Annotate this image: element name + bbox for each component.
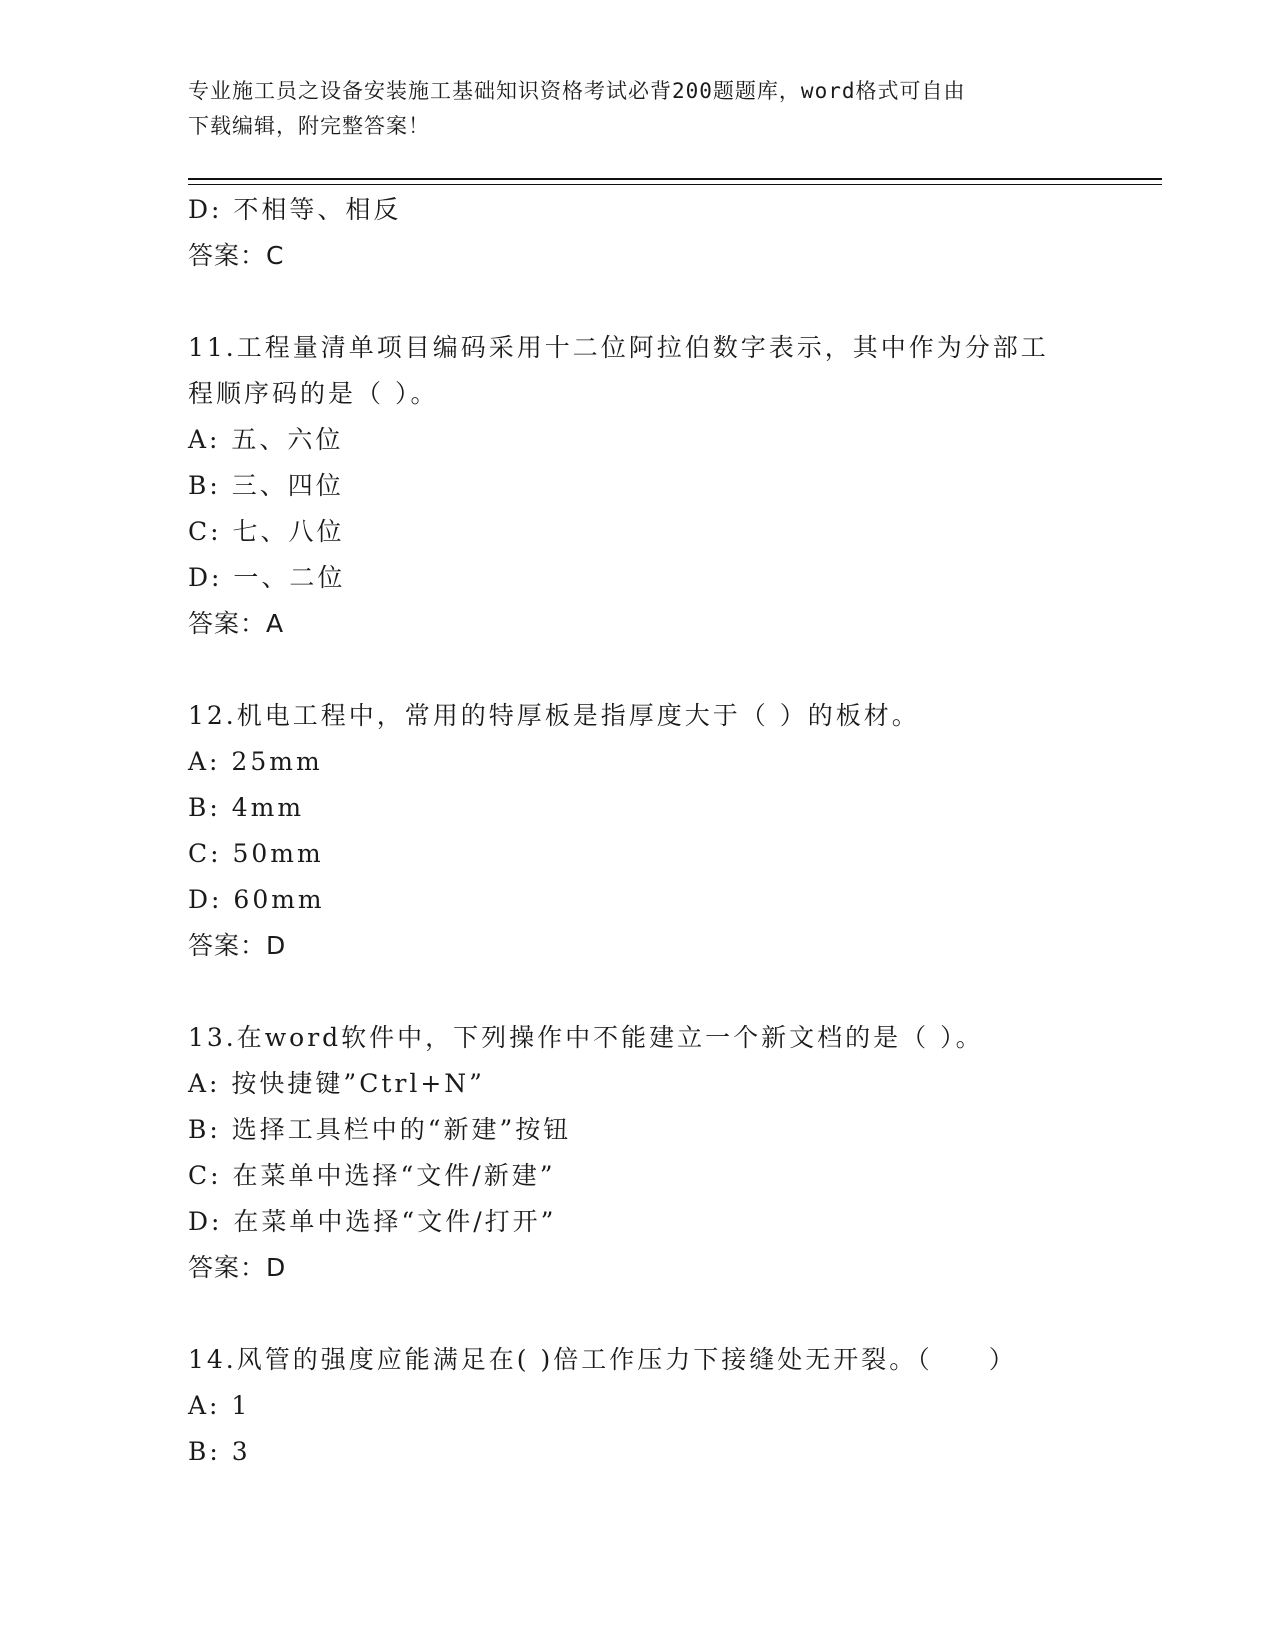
question-stem: 11.工程量清单项目编码采用十二位阿拉伯数字表示，其中作为分部工 — [188, 333, 1049, 362]
option-a: A: 25mm — [188, 747, 323, 776]
option-a: A: 五、六位 — [188, 425, 344, 454]
option-d: D: 不相等、相反 — [188, 195, 402, 224]
question-11 — [188, 325, 1088, 647]
option-b: B: 选择工具栏中的“新建”按钮 — [188, 1115, 572, 1144]
question-stem-continued: 程顺序码的是（ ）。 — [188, 379, 439, 408]
spacer — [188, 1291, 1088, 1337]
option-d: D: 在菜单中选择“文件/打开” — [188, 1207, 557, 1236]
answer-line: 答案：D — [188, 1253, 287, 1282]
question-10-tail — [188, 187, 1088, 279]
header-line-1: 专业施工员之设备安装施工基础知识资格考试必背200题题库，word格式可自由 — [188, 79, 966, 103]
option-c: C: 在菜单中选择“文件/新建” — [188, 1161, 556, 1190]
option-d: D: 60mm — [188, 885, 325, 914]
question-stem: 13.在word软件中，下列操作中不能建立一个新文档的是（ ）。 — [188, 1023, 984, 1052]
answer-line: 答案：C — [188, 241, 285, 270]
question-list — [188, 187, 1088, 1475]
option-b: B: 4mm — [188, 793, 305, 822]
option-d: D: 一、二位 — [188, 563, 346, 592]
option-c: C: 50mm — [188, 839, 324, 868]
document-header — [188, 74, 1088, 144]
question-12 — [188, 693, 1088, 969]
header-divider-thin — [188, 184, 1162, 185]
option-a: A: 按快捷键”Ctrl+N” — [188, 1069, 485, 1098]
answer-line: 答案：A — [188, 609, 285, 638]
header-divider-thick — [188, 178, 1162, 180]
spacer — [188, 969, 1088, 1015]
spacer — [188, 279, 1088, 325]
question-14 — [188, 1337, 1088, 1475]
option-b: B: 3 — [188, 1437, 251, 1466]
option-c: C: 七、八位 — [188, 517, 345, 546]
question-13 — [188, 1015, 1088, 1291]
question-stem: 12.机电工程中，常用的特厚板是指厚度大于（ ）的板材。 — [188, 701, 920, 730]
question-stem: 14.风管的强度应能满足在( )倍工作压力下接缝处无开裂。（ ） — [188, 1345, 1017, 1374]
option-a: A: 1 — [188, 1391, 251, 1420]
answer-line: 答案：D — [188, 931, 287, 960]
option-b: B: 三、四位 — [188, 471, 344, 500]
spacer — [188, 647, 1088, 693]
header-line-2: 下载编辑，附完整答案！ — [188, 114, 430, 138]
